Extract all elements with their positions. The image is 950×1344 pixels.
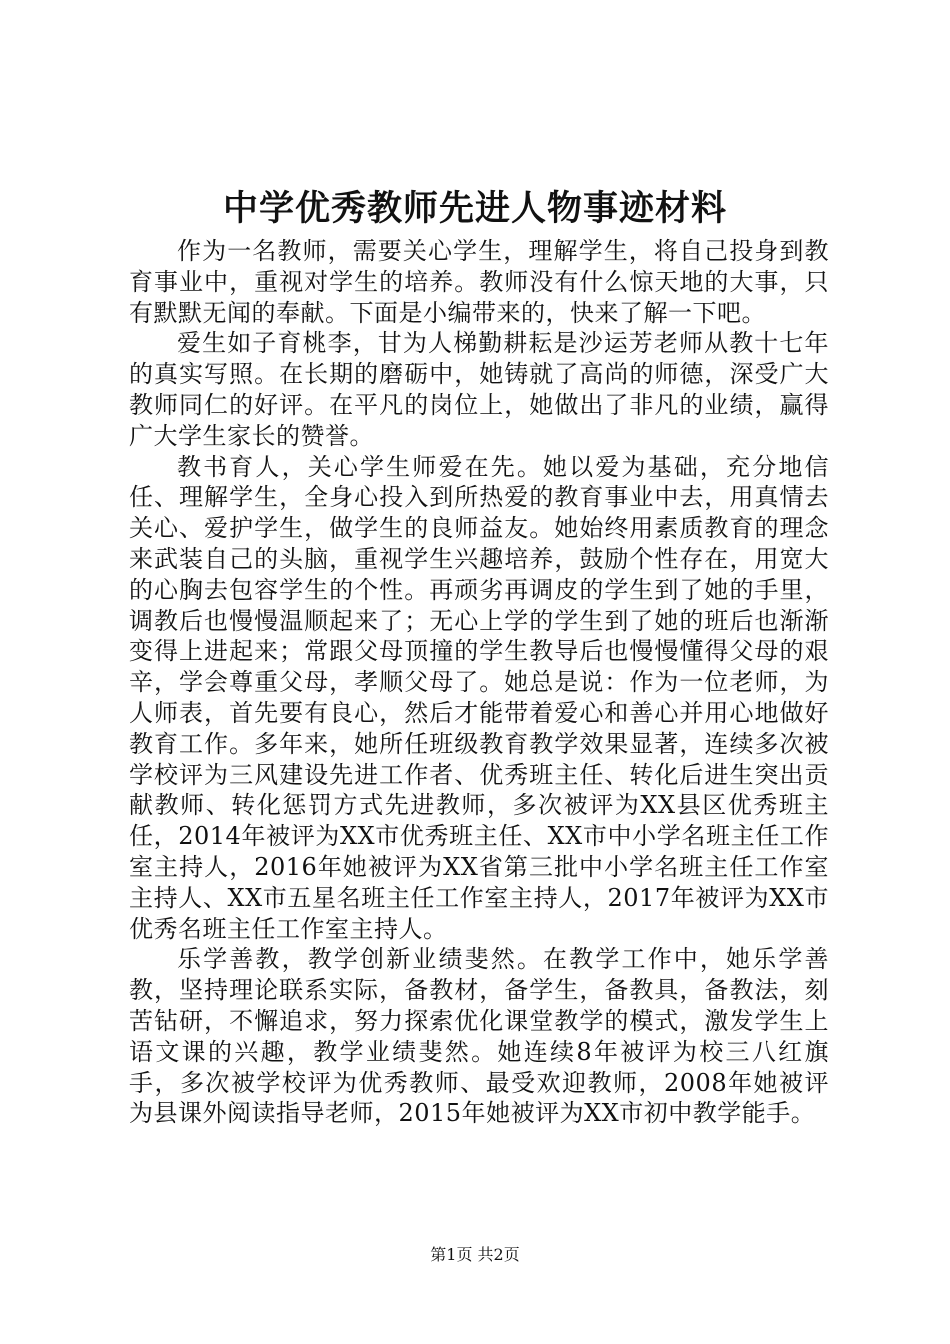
document-title: 中学优秀教师先进人物事迹材料 — [222, 188, 727, 229]
document-body — [129, 236, 829, 1129]
paragraph-teaching-care: 教书育人，关心学生师爱在先。她以爱为基础，充分地信任、理解学生，全身心投入到所热爱的教育事业中去，用真情去关心、爱护学生，做学生的良师益友。她始终用素质教育的理念来武装自己的头脑，重视学生兴趣培养，鼓励个性存在，用宽大的心胸去包容学生的个性。再顽劣再调皮的学生到了她的手里，调教后也慢慢温顺起来了；无心上学的学生到了她的班后也渐渐变得上进起来；常跟父母顶撞的学生教导后也慢慢懂得父母的艰辛，学会尊重父母，孝顺父母了。她总是说：作为一位老师，为人师表，首先要有良心，然后才能带着爱心和善心并用心地做好教育工作。多年来，她所任班级教育教学效果显著，连续多次被学校评为三风建设先进工作者、优秀班主任、转化后进生突出贡献教师、转化惩罚方式先进教师，多次被评为XX县区优秀班主任，2014年被评为XX市优秀班主任、XX市中小学名班主任工作室主持人，2016年她被评为XX省第三批中小学名班主任工作室主持人、XX市五星名班主任工作室主持人，2017年被评为XX市优秀名班主任工作室主持人。 — [129, 452, 829, 943]
page-footer: 第1页 共2页 — [430, 1245, 520, 1264]
paragraph-teaching-innovation: 乐学善教，教学创新业绩斐然。在教学工作中，她乐学善教，坚持理论联系实际，备教材，备学生，备教具，备教法，刻苦钻研，不懈追求，努力探索优化课堂教学的模式，激发学生上语文课的兴趣，教学业绩斐然。她连续8年被评为校三八红旗手，多次被学校评为优秀教师、最受欢迎教师，2008年她被评为县课外阅读指导老师，2015年她被评为XX市初中教学能手。 — [129, 945, 829, 1128]
paragraph-intro: 作为一名教师，需要关心学生，理解学生，将自己投身到教育事业中，重视对学生的培养。教师没有什么惊天地的大事，只有默默无闻的奉献。下面是小编带来的，快来了解一下吧。 — [129, 237, 829, 327]
paragraph-overview: 爱生如子育桃李，甘为人梯勤耕耘是沙运芳老师从教十七年的真实写照。在长期的磨砺中，她铸就了高尚的师德，深受广大教师同仁的好评。在平凡的岗位上，她做出了非凡的业绩，赢得广大学生家长的赞誉。 — [129, 329, 829, 450]
